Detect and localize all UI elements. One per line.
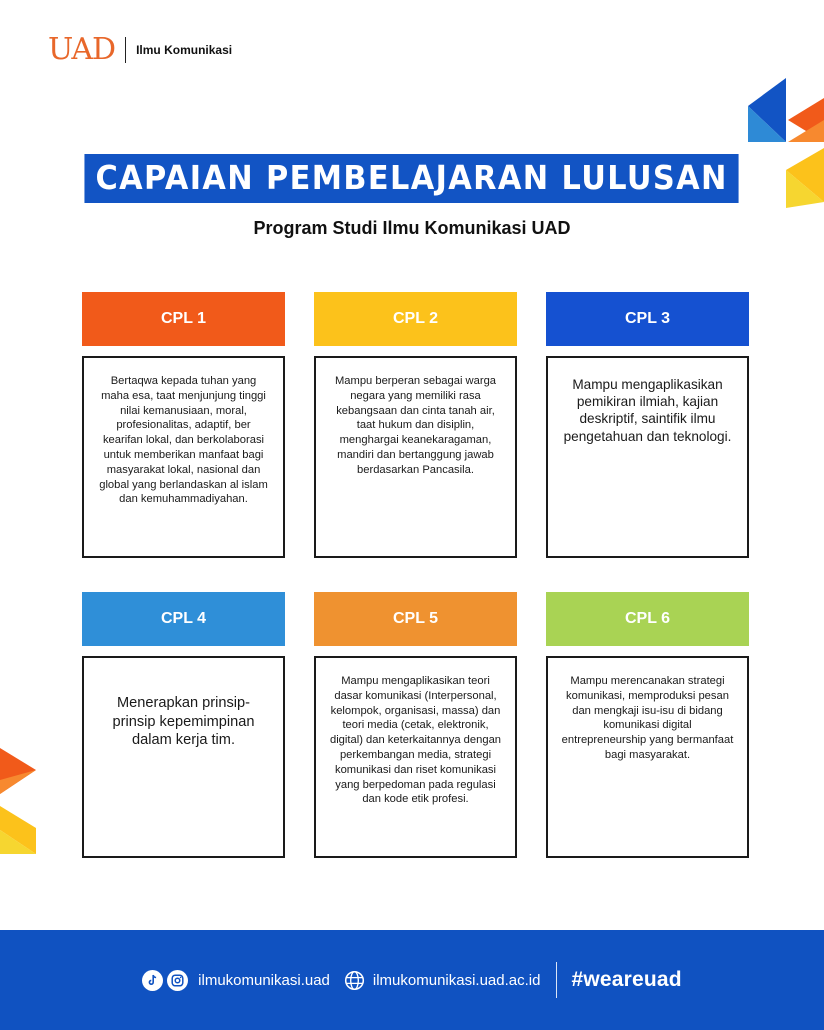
header [48, 34, 232, 66]
cpl-card-text: Mampu merencanakan strategi komunikasi, memproduksi pesan dan mengkaji isu-isu di bidang komunikasi digital entrepreneurship yang bermanfaat bagi masyarakat. [546, 656, 749, 858]
footer [0, 930, 824, 1030]
cpl-card-text: Mampu mengaplikasikan teori dasar komunikasi (Interpersonal, kelompok, organisasi, massa) dan teori media (cetak, elektronik, digital) dan keterkaitannya dengan perkembangan media, strategi komunikasi dan riset komunikasi yang berpedoman pada regulasi dan kode etik profesi. [314, 656, 517, 858]
header-divider [125, 37, 126, 63]
website-link[interactable]: ilmukomunikasi.uad.ac.id [372, 971, 541, 989]
cpl-card-header: CPL 5 [314, 592, 517, 646]
website-group[interactable] [344, 970, 541, 991]
cpl-card-header: CPL 1 [82, 292, 285, 346]
cpl-card-text: Menerapkan prinsip-prinsip kepemimpinan dalam kerja tim. [82, 656, 285, 858]
cpl-card-3 [546, 292, 749, 558]
cpl-card-header: CPL 4 [82, 592, 285, 646]
cpl-card-text: Mampu berperan sebagai warga negara yang memiliki rasa kebangsaan dan cinta tanah air, taat hukum dan disiplin, menghargai keanekaragaman, mandiri dan bertanggung jawab berdasarkan Pancasila. [314, 356, 517, 558]
cpl-card-header: CPL 3 [546, 292, 749, 346]
social-handle[interactable]: ilmukomunikasi.uad [198, 971, 330, 989]
tiktok-icon[interactable] [142, 970, 163, 991]
cpl-card-header: CPL 2 [314, 292, 517, 346]
globe-icon [344, 970, 365, 991]
social-handle-group[interactable] [142, 970, 330, 991]
cpl-card-2 [314, 292, 517, 558]
cpl-card-6 [546, 592, 749, 858]
cpl-card-5 [314, 592, 517, 858]
decorative-shapes-left [0, 740, 40, 860]
cpl-card-1 [82, 292, 285, 558]
page-title: CAPAIAN PEMBELAJARAN LULUSAN [85, 154, 739, 203]
cpl-card-header: CPL 6 [546, 592, 749, 646]
footer-divider [556, 962, 557, 998]
program-name: Ilmu Komunikasi [136, 43, 233, 57]
page-subtitle: Program Studi Ilmu Komunikasi UAD [253, 218, 571, 238]
cpl-card-text: Mampu mengaplikasikan pemikiran ilmiah, kajian deskriptif, saintifik ilmu pengetahuan dan teknologi. [546, 356, 749, 558]
uad-logo: UAD [48, 32, 116, 67]
instagram-icon[interactable] [167, 970, 188, 991]
hashtag: #weareuad [571, 968, 682, 991]
cpl-card-4 [82, 592, 285, 858]
cpl-card-text: Bertaqwa kepada tuhan yang maha esa, taat menjunjung tinggi nilai kemanusiaan, moral, profesionalitas, adaptif, ber kearifan lokal, dan berkolaborasi untuk memberikan manfaat bagi masyarakat lokal, nasional dan global yang berlandaskan al islam dan kemuhammadiyahan. [82, 356, 285, 558]
